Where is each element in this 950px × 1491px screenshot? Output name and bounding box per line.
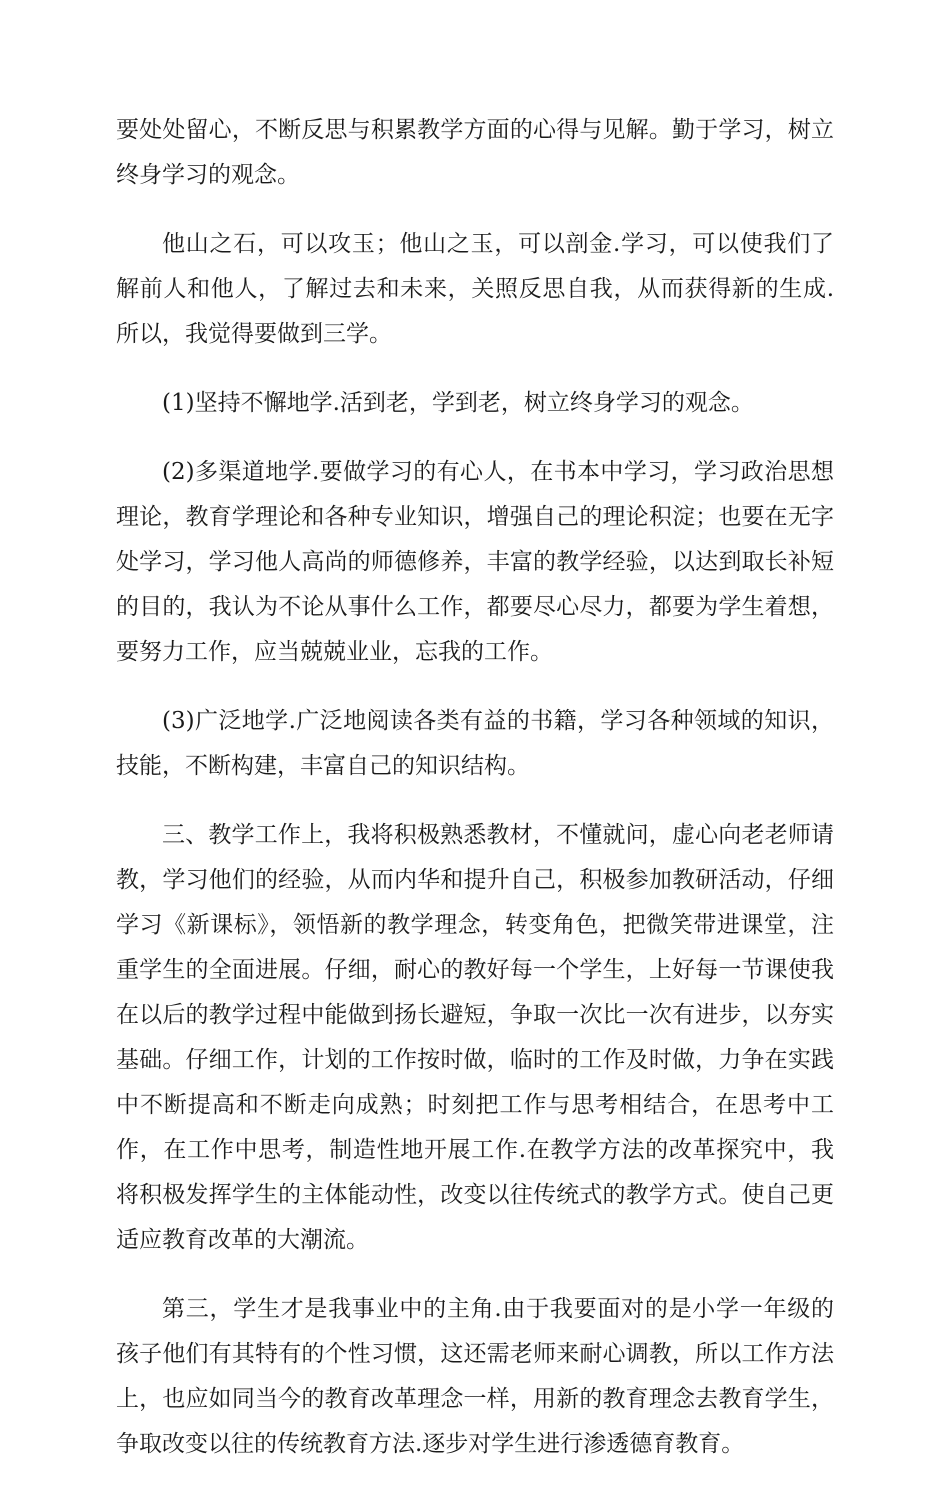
paragraph-3: (1)坚持不懈地学.活到老，学到老，树立终身学习的观念。 bbox=[162, 390, 754, 416]
paragraph-7: 第三，学生才是我事业中的主角.由于我要面对的是小学一年级的孩子他们有其特有的个性习惯，这还需老师来耐心调教，所以工作方法上，也应如同当今的教育改革理念一样，用新的教育理念去教育学生，争取改变以往的传统教育方法.逐步对学生进行渗透德育教育。 bbox=[116, 1296, 834, 1457]
paragraph-4: (2)多渠道地学.要做学习的有心人，在书本中学习，学习政治思想理论，教育学理论和各种专业知识，增强自己的理论积淀；也要在无字处学习，学习他人高尚的师德修养，丰富的教学经验，以达到取长补短的目的，我认为不论从事什么工作，都要尽心尽力，都要为学生着想，要努力工作，应当兢兢业业，忘我的工作。 bbox=[116, 459, 834, 665]
paragraph-2: 他山之石，可以攻玉；他山之玉，可以剖金.学习，可以使我们了解前人和他人，了解过去和未来，关照反思自我，从而获得新的生成.所以，我觉得要做到三学。 bbox=[116, 231, 834, 347]
paragraph-5: (3)广泛地学.广泛地阅读各类有益的书籍，学习各种领域的知识，技能，不断构建，丰富自己的知识结构。 bbox=[116, 708, 834, 779]
document-body bbox=[116, 108, 834, 1491]
paragraph-6: 三、教学工作上，我将积极熟悉教材，不懂就问，虚心向老老师请教，学习他们的经验，从而内华和提升自己，积极参加教研活动，仔细学习《新课标》，领悟新的教学理念，转变角色，把微笑带进课堂，注重学生的全面进展。仔细，耐心的教好每一个学生，上好每一节课使我在以后的教学过程中能做到扬长避短，争取一次比一次有进步，以夯实基础。仔细工作，计划的工作按时做，临时的工作及时做，力争在实践中不断提高和不断走向成熟；时刻把工作与思考相结合，在思考中工作，在工作中思考，制造性地开展工作.在教学方法的改革探究中，我将积极发挥学生的主体能动性，改变以往传统式的教学方式。使自己更适应教育改革的大潮流。 bbox=[116, 822, 834, 1253]
paragraph-1: 要处处留心，不断反思与积累教学方面的心得与见解。勤于学习，树立终身学习的观念。 bbox=[116, 117, 834, 188]
